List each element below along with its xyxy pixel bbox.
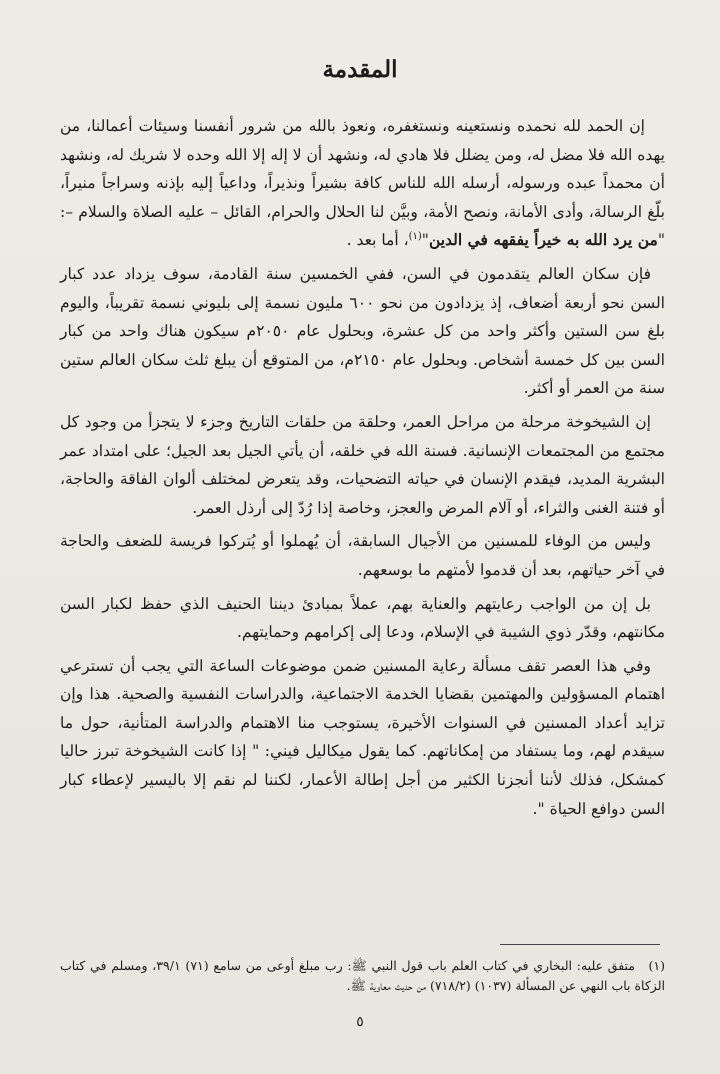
paragraph-6: وفي هذا العصر تقف مسألة رعاية المسنين ضمن موضوعات الساعة التي يجب أن تسترعي اهتمام المسؤولين والمهتمين بقضايا الخدمة الاجتماعية، والدراسات النفسية والصحية. هذا وإن تزايد أعداد المسنين في السنوات الأخيرة، يستوجب منا الاهتمام والدراسة المتأنية، حول ما سيقدم لهم، وما يستفاد من إمكاناتهم. كما يقول ميكاليل فيني: " إذا كانت الشيخوخة تبرز حاليا كمشكل، فذلك لأننا أنجزنا الكثير من أجل إطالة الأعمار، لكننا لم نقم إلا باليسير لإعطاء كبار السن دوافع الحياة ". [60,656,665,818]
paragraph-4: وليس من الوفاء للمسنين من الأجيال السابقة، أن يُهملوا أو يُتركوا فريسة للضعف والحاجة في آخر حياتهم، بعد أن قدموا لأمتهم ما بوسعهم. [60,532,665,579]
footnote-separator [500,944,660,945]
footnotes [60,956,665,996]
main-text [60,112,665,828]
hadith-quote: من يرد الله به خيراً يفقهه في الدين [428,230,658,250]
footnote-text: متفق عليه: البخاري في كتاب العلم باب قول النبي ﷺ: رب مبلغ أوعى من سامع (٧١) ٣٩/١، ومسلم في كتاب الزكاة باب النهي عن المسألة (١٠٣٧) (٧١٨/٢) من حديث معاوية ﷺ. [60,958,665,993]
paragraph-1 [60,112,665,255]
paragraph-5: بل إن من الواجب رعايتهم والعناية بهم، عملاً بمبادئ ديننا الحنيف الذي حفظ لكبار السن مكانتهم، وقدّر ذوي الشيبة في الإسلام، ودعا إلى إكرامهم وحمايتهم. [60,594,665,642]
paragraph-1-text: إن الحمد لله نحمده ونستعينه ونستغفره، ونعوذ بالله من شرور أنفسنا وسيئات أعمالنا، من يهده الله فلا مضل له، ومن يضلل فلا هادي له، ونشهد أن لا إله إلا الله وحده لا شريك له، ونشهد أن محمداً عبده ورسوله، أرسله الله للناس كافة بشيراً ونذيراً، وداعياً إليه بإذنه وسراجاً منيراً، بلّغ الرسالة، وأدى الأمانة، ونصح الأمة، وبيَّن لنا الحلال والحرام، القائل – عليه الصلاة والسلام –: " [60,117,665,250]
footnote-reference: (١) [408,231,422,243]
footnote-1 [60,956,665,996]
paragraph-1-tail: ، أما بعد . [346,231,409,250]
quote-close: " [421,231,429,250]
page-title: المقدمة [322,56,398,83]
page-number: ٥ [356,1014,364,1030]
paragraph-3: إن الشيخوخة مرحلة من مراحل العمر، وحلقة من حلقات التاريخ وجزء لا يتجزأ من وجود كل مجتمع من المجتمعات الإنسانية. فسنة الله في خلقه، أن يأتي الجيل بعد الجيل؛ على امتداد عمر البشرية المديد، فيقدم الإنسان في حياته التضحيات، وقد يتعرض لمختلف ألوان الفاقة والحاجة، أو فتنة الغنى والثراء، أو آلام المرض والعجز، وخاصة إذا رُدّ إلى أرذل العمر. [60,412,665,517]
footnote-number: (١) [648,958,666,973]
paragraph-2: فإن سكان العالم يتقدمون في السن، ففي الخمسين سنة القادمة، سوف يزداد عدد كبار السن نحو أربعة أضعاف، إذ يزدادون من نحو ٦٠٠ مليون نسمة إلى بليوني نسمة تقريباً، واليوم بلغ سن الستين وأكثر واحد من كل عشرة، وبحلول عام ٢٠٥٠م سيكون هناك واحد من كبار السن بين كل خمسة أشخاص. وبحلول عام ٢١٥٠م، من المتوقع أن يبلغ ثلث سكان العالم ستين سنة من العمر أو أكثر. [60,264,665,398]
